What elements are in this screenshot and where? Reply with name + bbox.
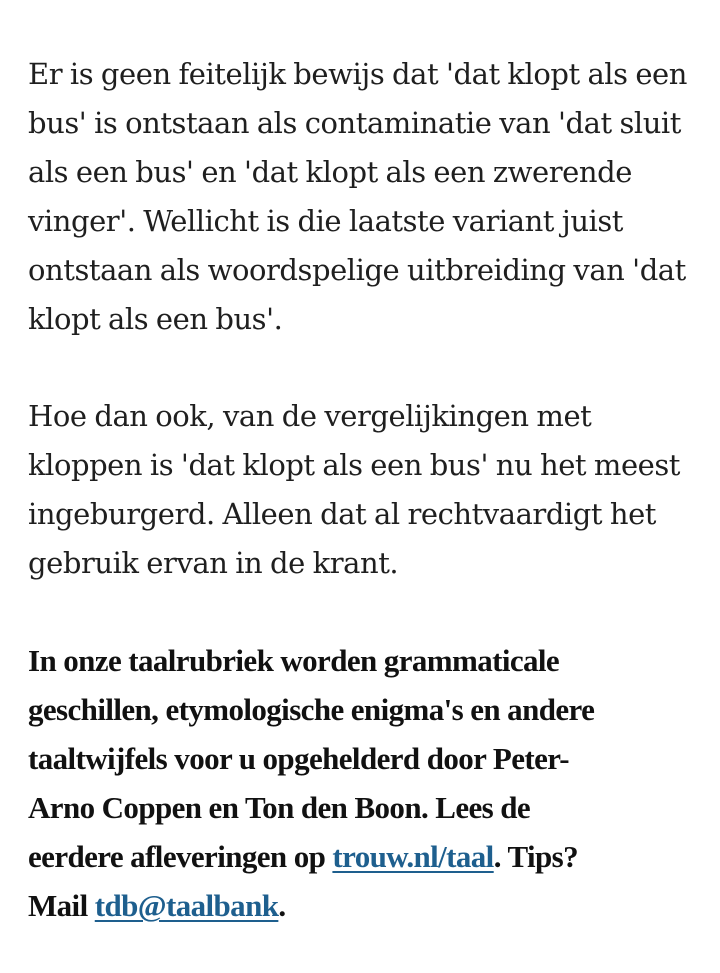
footer-line: Arno Coppen en Ton den Boon. Lees de xyxy=(28,790,531,825)
footer-line: taaltwijfels voor u opgehelderd door Peter- xyxy=(28,741,569,776)
footer-line: geschillen, etymologische enigma's en andere xyxy=(28,692,595,727)
email-link[interactable]: tdb@taalbank xyxy=(94,888,279,923)
paragraph-line: bus' is ontstaan als contaminatie van 'dat sluit xyxy=(28,106,681,140)
taal-link[interactable]: trouw.nl/taal xyxy=(332,839,494,874)
footer-text: . Tips? xyxy=(493,839,578,874)
paragraph-line: gebruik ervan in de krant. xyxy=(28,546,399,580)
paragraph-line: kloppen is 'dat klopt als een bus' nu het meest xyxy=(28,448,681,482)
footer-text: eerdere afleveringen op xyxy=(28,839,333,874)
paragraph-line: als een bus' en 'dat klopt als een zwerende xyxy=(28,155,632,189)
footer-line: In onze taalrubriek worden grammaticale xyxy=(28,643,560,678)
paragraph-line: ontstaan als woordspelige uitbreiding van 'dat xyxy=(28,253,686,287)
footer-text: . xyxy=(278,888,286,923)
paragraph-2 xyxy=(28,392,698,588)
footer-line-email xyxy=(28,881,698,930)
paragraph-line: Hoe dan ook, van de vergelijkingen met xyxy=(28,399,592,433)
article-body xyxy=(28,50,698,930)
footer-line-links xyxy=(28,832,698,881)
paragraph-line: klopt als een bus'. xyxy=(28,302,283,336)
paragraph-line: Er is geen feitelijk bewijs dat 'dat klopt als een xyxy=(28,57,687,91)
paragraph-line: ingeburgerd. Alleen dat al rechtvaardigt het xyxy=(28,497,656,531)
footer-text: Mail xyxy=(28,888,95,923)
paragraph-line: vinger'. Wellicht is die laatste variant juist xyxy=(28,204,624,238)
paragraph-1 xyxy=(28,50,698,344)
footer-note xyxy=(28,636,698,930)
